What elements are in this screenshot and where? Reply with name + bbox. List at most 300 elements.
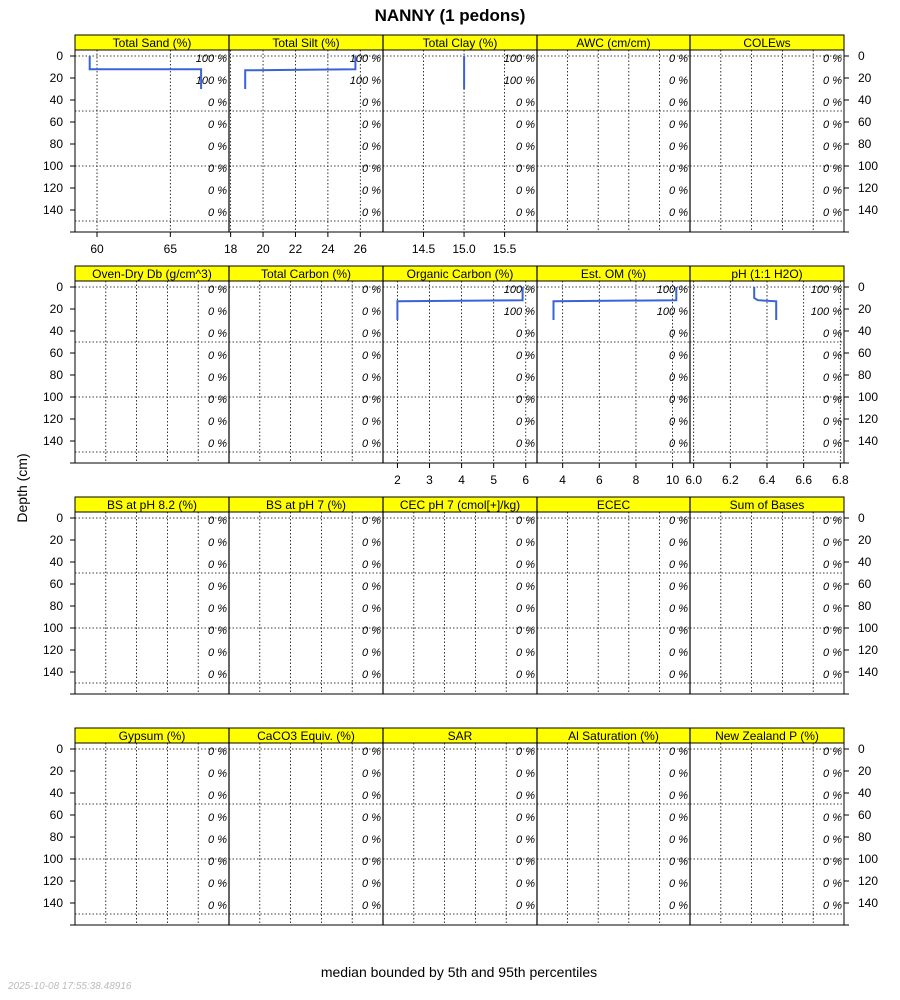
percent-label: 0 % [823,207,842,219]
panel [690,497,844,694]
panel-strip-label: Gypsum (%) [118,729,186,743]
y-tick-label-left: 60 [49,577,63,591]
y-tick-label-left: 120 [42,643,63,657]
y-tick-label-left: 80 [49,830,63,844]
y-tick-label-left: 80 [49,368,63,382]
x-tick-label: 6 [522,473,530,487]
panel-frame [229,743,383,925]
panel [690,728,844,925]
y-tick-label-left: 0 [56,742,63,756]
panel-strip-label: New Zealand P (%) [715,729,819,743]
percent-label: 0 % [669,75,688,87]
percent-label: 0 % [516,746,535,758]
y-tick-label-left: 40 [49,93,63,107]
y-tick-label-right: 120 [858,412,879,426]
x-tick-label: 2 [394,473,401,487]
y-tick-label-left: 120 [42,412,63,426]
percent-label: 0 % [362,515,381,527]
x-tick-label: 3 [426,473,433,487]
panel-frame [690,743,844,925]
y-tick-label-right: 100 [858,390,879,404]
x-tick-label: 8 [632,473,640,487]
panel-strip-label: Sum of Bases [729,498,805,512]
panel-grid [43,35,878,925]
percent-label: 0 % [208,284,227,296]
x-tick-label: 6.4 [758,473,776,487]
y-tick-label-right: 0 [858,280,865,294]
y-tick-label-right: 140 [858,665,879,679]
x-tick-label: 18 [223,242,238,256]
percent-label: 0 % [823,141,842,153]
percent-label: 0 % [669,768,688,780]
percent-label: 0 % [823,900,842,912]
percent-label: 0 % [516,328,535,340]
percent-label: 0 % [516,625,535,637]
panel [229,728,383,925]
y-tick-label-left: 140 [42,434,63,448]
panel-frame [75,743,229,925]
percent-label: 0 % [362,625,381,637]
percent-label: 100 % [656,284,688,296]
x-tick-label: 6.8 [831,473,849,487]
timestamp: 2025-10-08 17:55:38.48916 [8,981,132,992]
percent-label: 0 % [823,559,842,571]
percent-label: 0 % [362,647,381,659]
percent-label: 0 % [362,856,381,868]
y-tick-label-left: 100 [42,159,63,173]
percent-label: 0 % [669,515,688,527]
percent-label: 0 % [669,834,688,846]
x-tick-label: 6.0 [685,473,703,487]
percent-label: 100 % [810,284,842,296]
percent-label: 0 % [823,416,842,428]
x-tick-label: 10 [665,473,680,487]
percent-label: 0 % [208,97,227,109]
panel-frame [229,512,383,694]
percent-label: 0 % [823,515,842,527]
percent-label: 0 % [208,185,227,197]
x-tick-label: 6.6 [795,473,813,487]
percent-label: 0 % [516,559,535,571]
percent-label: 0 % [823,625,842,637]
percent-label: 0 % [823,856,842,868]
y-tick-label-right: 140 [858,434,879,448]
percent-label: 0 % [208,438,227,450]
percent-label: 100 % [810,306,842,318]
percent-label: 0 % [516,185,535,197]
x-tick-label: 65 [163,242,178,256]
percent-label: 0 % [516,768,535,780]
percent-label: 0 % [669,163,688,175]
y-tick-label-left: 20 [49,764,63,778]
percent-label: 0 % [823,163,842,175]
y-tick-label-right: 100 [858,159,879,173]
percent-label: 0 % [362,581,381,593]
y-tick-label-right: 120 [858,643,879,657]
percent-label: 0 % [669,790,688,802]
y-tick-label-left: 140 [42,203,63,217]
percent-label: 0 % [362,438,381,450]
percent-label: 0 % [823,647,842,659]
y-tick-label-left: 60 [49,808,63,822]
percent-label: 0 % [362,119,381,131]
percent-label: 0 % [669,647,688,659]
x-tick-label: 24 [321,242,335,256]
percent-label: 0 % [516,900,535,912]
percent-label: 0 % [516,537,535,549]
percent-label: 0 % [516,350,535,362]
percent-label: 0 % [669,372,688,384]
y-axis-label: Depth (cm) [14,453,30,523]
percent-label: 0 % [669,603,688,615]
panel-strip-label: Total Sand (%) [112,36,192,50]
percent-label: 0 % [362,537,381,549]
y-tick-label-left: 0 [56,49,63,63]
panel [75,497,229,694]
percent-label: 0 % [823,669,842,681]
percent-label: 0 % [208,328,227,340]
y-tick-label-right: 0 [858,742,865,756]
percent-label: 0 % [208,603,227,615]
panel [537,728,690,925]
percent-label: 100 % [349,53,381,65]
percent-label: 0 % [208,878,227,890]
percent-label: 0 % [669,746,688,758]
percent-label: 0 % [208,647,227,659]
y-tick-label-left: 120 [42,181,63,195]
panel-strip-label: Total Carbon (%) [260,267,352,281]
percent-label: 0 % [208,306,227,318]
panel [383,266,537,487]
percent-label: 0 % [516,856,535,868]
panel-strip-label: Oven-Dry Db (g/cm^3) [92,267,212,281]
percent-label: 0 % [669,394,688,406]
percent-label: 0 % [208,669,227,681]
percent-label: 0 % [208,141,227,153]
percent-label: 0 % [516,163,535,175]
percent-label: 0 % [516,515,535,527]
percent-label: 0 % [669,625,688,637]
percent-label: 0 % [208,207,227,219]
percent-label: 0 % [669,97,688,109]
panel [537,266,690,487]
percent-label: 0 % [208,537,227,549]
percent-label: 0 % [823,438,842,450]
y-tick-label-left: 40 [49,786,63,800]
y-tick-label-left: 20 [49,302,63,316]
panel-frame [383,512,537,694]
y-tick-label-right: 140 [858,896,879,910]
percent-label: 0 % [669,812,688,824]
percent-label: 0 % [362,669,381,681]
percent-label: 0 % [362,900,381,912]
y-tick-label-left: 80 [49,599,63,613]
y-tick-label-left: 20 [49,533,63,547]
y-tick-label-right: 0 [858,511,865,525]
percent-label: 0 % [516,790,535,802]
percent-label: 0 % [516,647,535,659]
panel [224,35,383,256]
figure-title: NANNY (1 pedons) [374,6,526,25]
percent-label: 100 % [503,284,535,296]
x-tick-label: 14.5 [411,242,436,256]
y-tick-label-left: 140 [42,665,63,679]
y-tick-label-right: 120 [858,874,879,888]
panel [537,35,690,232]
y-tick-label-right: 140 [858,203,879,217]
percent-label: 0 % [362,603,381,615]
percent-label: 0 % [823,119,842,131]
percent-label: 0 % [362,834,381,846]
percent-label: 100 % [503,306,535,318]
percent-label: 0 % [669,900,688,912]
percent-label: 0 % [208,581,227,593]
panel [75,266,229,463]
percent-label: 0 % [823,878,842,890]
y-tick-label-left: 60 [49,346,63,360]
panel-frame [690,512,844,694]
x-tick-label: 15.0 [452,242,476,256]
percent-label: 0 % [208,350,227,362]
percent-label: 0 % [823,350,842,362]
percent-label: 0 % [669,119,688,131]
y-tick-label-right: 20 [858,71,872,85]
percent-label: 0 % [669,207,688,219]
percent-label: 100 % [195,75,227,87]
percent-label: 0 % [362,878,381,890]
percent-label: 0 % [208,372,227,384]
percent-label: 0 % [823,768,842,780]
y-tick-label-right: 60 [858,115,872,129]
y-tick-label-left: 20 [49,71,63,85]
y-tick-label-right: 60 [858,346,872,360]
percent-label: 0 % [823,812,842,824]
panel-frame [537,743,690,925]
percent-label: 0 % [362,207,381,219]
percent-label: 0 % [208,119,227,131]
y-tick-label-left: 0 [56,511,63,525]
y-tick-label-right: 80 [858,599,872,613]
panel [685,266,849,487]
percent-label: 0 % [669,328,688,340]
panel-strip-label: pH (1:1 H2O) [731,267,803,281]
panel-frame [75,512,229,694]
percent-label: 0 % [208,394,227,406]
x-axis-caption: median bounded by 5th and 95th percentiles [320,964,598,980]
percent-label: 100 % [503,75,535,87]
percent-label: 0 % [516,669,535,681]
percent-label: 0 % [823,185,842,197]
x-tick-label: 26 [353,242,367,256]
percent-label: 0 % [516,119,535,131]
percent-label: 0 % [823,328,842,340]
y-tick-label-right: 40 [858,324,872,338]
percent-label: 100 % [503,53,535,65]
percent-label: 0 % [516,834,535,846]
y-tick-label-right: 0 [858,49,865,63]
y-tick-label-right: 120 [858,181,879,195]
panel [229,266,383,463]
percent-label: 0 % [516,416,535,428]
percent-label: 0 % [669,141,688,153]
percent-label: 0 % [669,669,688,681]
percent-label: 0 % [669,856,688,868]
percent-label: 0 % [208,559,227,571]
y-tick-label-right: 80 [858,137,872,151]
y-tick-label-right: 80 [858,830,872,844]
percent-label: 0 % [362,559,381,571]
percent-label: 0 % [516,372,535,384]
percent-label: 0 % [208,900,227,912]
percent-label: 0 % [208,515,227,527]
percent-label: 0 % [823,581,842,593]
percent-label: 0 % [516,438,535,450]
percent-label: 0 % [362,394,381,406]
percent-label: 0 % [823,372,842,384]
percent-label: 0 % [362,350,381,362]
percent-label: 0 % [362,768,381,780]
x-tick-label: 15.5 [492,242,517,256]
percent-label: 0 % [669,537,688,549]
percent-label: 0 % [669,53,688,65]
y-tick-label-right: 40 [858,93,872,107]
x-tick-label: 6.2 [721,473,739,487]
y-tick-label-right: 20 [858,533,872,547]
percent-label: 0 % [669,416,688,428]
percent-label: 0 % [362,790,381,802]
y-tick-label-left: 60 [49,115,63,129]
panel-frame [537,50,690,232]
panel [537,497,690,694]
percent-label: 0 % [823,537,842,549]
panel [383,497,537,694]
percent-label: 0 % [208,768,227,780]
percent-label: 0 % [669,878,688,890]
percent-label: 0 % [362,185,381,197]
panel-strip-label: BS at pH 8.2 (%) [106,498,198,512]
panel-frame [75,281,229,463]
y-tick-label-right: 40 [858,786,872,800]
percent-label: 0 % [362,306,381,318]
x-tick-label: 4 [458,473,465,487]
y-tick-label-left: 100 [42,390,63,404]
panel-strip-label: CaCO3 Equiv. (%) [257,729,355,743]
percent-label: 0 % [516,878,535,890]
percent-label: 0 % [823,394,842,406]
y-tick-label-right: 100 [858,621,879,635]
panel-strip-label: Total Silt (%) [272,36,340,50]
panel-frame [690,50,844,232]
percent-label: 0 % [823,834,842,846]
y-tick-label-left: 0 [56,280,63,294]
percent-label: 0 % [823,53,842,65]
y-tick-label-left: 100 [42,621,63,635]
panel-strip-label: BS at pH 7 (%) [265,498,347,512]
y-tick-label-right: 20 [858,764,872,778]
percent-label: 0 % [516,97,535,109]
percent-label: 100 % [656,306,688,318]
y-tick-label-right: 20 [858,302,872,316]
panel-strip-label: Al Saturation (%) [568,729,659,743]
panel-frame [229,281,383,463]
panel-strip-label: Total Clay (%) [422,36,498,50]
percent-label: 100 % [349,75,381,87]
panel-strip-label: Est. OM (%) [580,267,647,281]
y-tick-label-right: 40 [858,555,872,569]
percent-label: 0 % [669,581,688,593]
panel-strip-label: SAR [447,729,473,743]
percent-label: 0 % [669,350,688,362]
percent-label: 0 % [362,328,381,340]
percent-label: 0 % [362,284,381,296]
y-tick-label-right: 60 [858,808,872,822]
percent-label: 0 % [823,97,842,109]
percent-label: 0 % [516,207,535,219]
percent-label: 0 % [823,75,842,87]
percent-label: 0 % [208,746,227,758]
panel [383,728,537,925]
y-tick-label-right: 100 [858,852,879,866]
y-tick-label-left: 120 [42,874,63,888]
percent-label: 0 % [669,559,688,571]
percent-label: 0 % [208,812,227,824]
panel-strip-label: CEC pH 7 (cmol[+]/kg) [399,498,521,512]
percent-label: 0 % [362,141,381,153]
panel-strip-label: COLEws [743,36,791,50]
y-tick-label-left: 100 [42,852,63,866]
panel-strip-label: ECEC [596,498,631,512]
percent-label: 0 % [516,603,535,615]
panel [75,728,229,925]
x-tick-label: 22 [288,242,303,256]
x-tick-label: 60 [90,242,104,256]
panel [383,35,537,256]
y-tick-label-left: 140 [42,896,63,910]
percent-label: 0 % [208,625,227,637]
x-tick-label: 4 [559,473,566,487]
percent-label: 0 % [362,372,381,384]
x-tick-label: 20 [256,242,270,256]
percent-label: 100 % [195,53,227,65]
x-tick-label: 6 [595,473,603,487]
percent-label: 0 % [516,812,535,824]
percent-label: 0 % [362,812,381,824]
percent-label: 0 % [669,185,688,197]
percent-label: 0 % [362,746,381,758]
percent-label: 0 % [516,141,535,153]
percent-label: 0 % [208,163,227,175]
panel-frame [383,743,537,925]
panel [229,497,383,694]
y-tick-label-right: 80 [858,368,872,382]
percent-label: 0 % [516,394,535,406]
percent-label: 0 % [362,416,381,428]
panel-strip-label: Organic Carbon (%) [406,267,514,281]
percent-label: 0 % [362,163,381,175]
percent-label: 0 % [823,746,842,758]
percent-label: 0 % [208,856,227,868]
panel-frame [537,512,690,694]
percent-label: 0 % [208,416,227,428]
panel-strip-label: AWC (cm/cm) [576,36,651,50]
y-tick-label-left: 40 [49,324,63,338]
percent-label: 0 % [362,97,381,109]
percent-label: 0 % [516,581,535,593]
y-tick-label-left: 40 [49,555,63,569]
y-tick-label-left: 80 [49,137,63,151]
percent-label: 0 % [823,790,842,802]
panel [75,35,229,256]
